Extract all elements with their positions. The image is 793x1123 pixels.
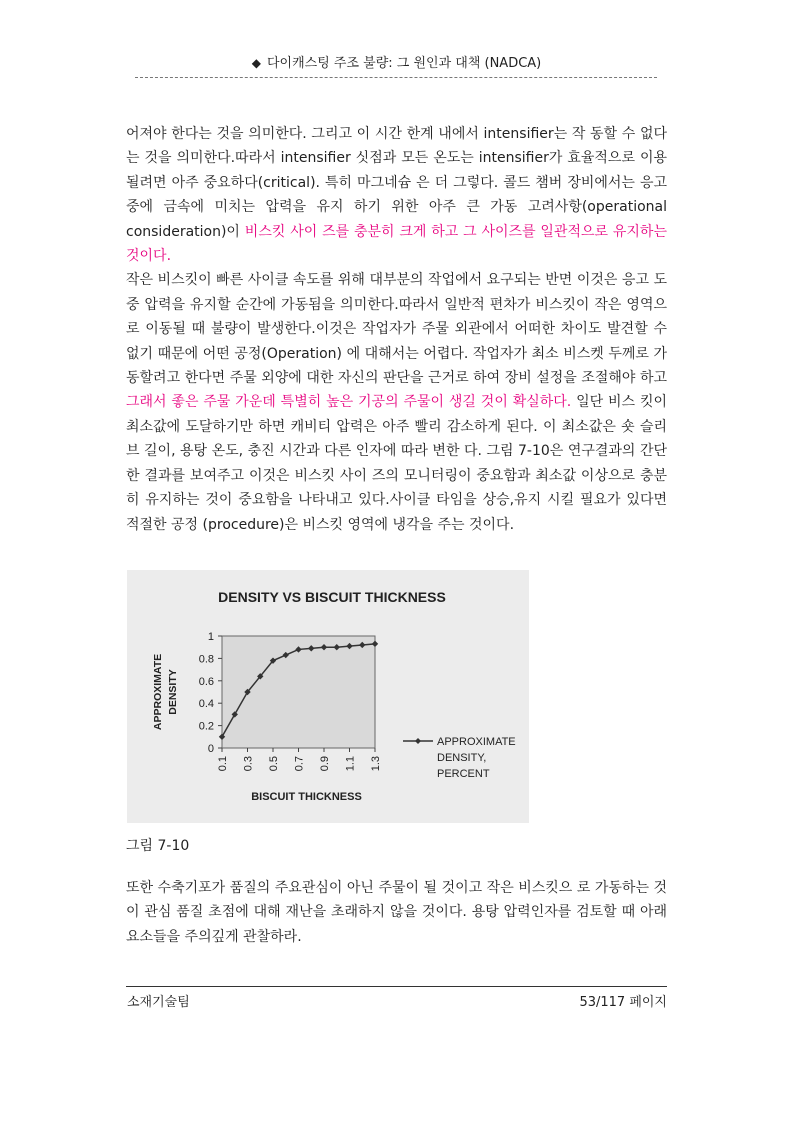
- footer-page-number: 53/117 페이지: [579, 995, 667, 1010]
- y-tick-label: 0.8: [198, 653, 214, 666]
- plot-area: [152, 631, 516, 803]
- x-tick-label: 0.7: [293, 756, 306, 772]
- x-tick-label: 1.3: [370, 756, 382, 772]
- legend-label: PERCENT: [437, 768, 490, 780]
- paragraph-2-text-a: 작은 비스킷이 빠른 사이클 속도를 위해 대부분의 작업에서 요구되는 반면 이것은 응고 도중 압력을 유지할 순간에 가동됨을 의미한다.따라서 일반적 편차가 비스킷이 작은 영역으로 이동될 때 불량이 발생한다.이것은 작업자가 주물 외관에서 어떠한 차이도 발견할 수 없기 때문에 어떤 공정(Operation) 에 대해서는 어렵다. 작업자가 최소 비스켓 두께로 가동할려고 한다면 주물 외양에 대한 자신의 판단을 근거로 하여 장비 설정을 조절해야 하고: [126, 272, 667, 387]
- paragraph-3: 또한 수축기포가 품질의 주요관심이 아닌 주물이 될 것이고 작은 비스킷으 로 가동하는 것이 관심 품질 초점에 대해 재난을 초래하지 않을 것이다. 용탕 압력인자를 검토할 때 아래 요소들을 주의깊게 관찰하라.: [126, 880, 667, 945]
- highlight-text-2: 그래서 좋은 주물 가운데 특별히 높은 기공의 주물이 생길 것이 확실하다.: [126, 394, 572, 411]
- footer-divider: [126, 986, 667, 987]
- chart-title: DENSITY VS BISCUIT THICKNESS: [218, 589, 446, 605]
- density-chart: [127, 570, 529, 823]
- diamond-bullet-icon: ◆: [251, 56, 261, 70]
- x-tick-label: 0.9: [319, 756, 331, 772]
- footer-team: 소재기술팀: [127, 995, 190, 1010]
- header-divider: [135, 77, 657, 78]
- legend-label: DENSITY,: [437, 752, 487, 764]
- page-header: [0, 52, 793, 71]
- x-tick-label: 0.3: [242, 756, 255, 772]
- y-tick-label: 0.2: [198, 720, 214, 733]
- y-tick-label: 0.6: [198, 675, 214, 688]
- paragraph-2: [126, 268, 667, 536]
- y-axis-label: DENSITY: [167, 669, 179, 715]
- paragraph-2-text-b: 일단 비스 킷이 최소값에 도달하기만 하면 캐비티 압력은 아주 빨리 감소하게 된다. 이 최소값은 숏 슬리브 길이, 용탕 온도, 충진 시간과 다른 인자에 따라 변한 다. 그림 7-10은 연구결과의 간단한 결과를 보여주고 이것은 비스킷 사이 즈의 모니터링이 중요함과 최소값 이상으로 충분히 유지하는 것이 중요함을 나타내고 있다.사이클 타임을 상승,유지 시킬 필요가 있다면 적절한 공정 (procedure)은 비스킷 영역에 냉각을 주는 것이다.: [126, 394, 667, 533]
- body-paragraphs: [126, 122, 667, 537]
- paragraph-1-text: 어져야 한다는 것을 의미한다. 그리고 이 시간 한계 내에서 intensifier는 작 동할 수 없다는 것을 의미한다.따라서 intensifier 싯점과 모든 온도는 intensifier가 효율적으로 이용될려면 아주 중요하다(critical). 특히 마그네슘 은 더 그렇다. 콜드 챔버 장비에서는 응고 중에 금속에 미치는 압력을 유지 하기 위한 아주 큰 가동 고려사항(operational consideration)이: [126, 126, 667, 240]
- header-title: 다이캐스팅 주조 불량: 그 원인과 대책 (NADCA): [266, 56, 542, 71]
- paragraph-1: [126, 122, 667, 268]
- density-chart-figure: [127, 570, 529, 823]
- highlight-text-1: 비스킷 사이 즈를 충분히 크게 하고 그 사이즈를 일관적으로 유지하는 것이다.: [126, 223, 667, 265]
- x-tick-label: 0.5: [268, 756, 280, 772]
- figure-caption: 그림 7-10: [126, 838, 190, 854]
- y-tick-label: 0: [207, 743, 214, 755]
- legend-label: APPROXIMATE: [437, 736, 516, 748]
- y-axis-label: APPROXIMATE: [152, 653, 164, 731]
- x-tick-label: 0.1: [217, 756, 229, 772]
- y-tick-label: 0.4: [198, 698, 214, 711]
- x-tick-label: 1.1: [344, 756, 357, 772]
- legend-marker: [415, 738, 421, 744]
- y-tick-label: 1: [207, 631, 214, 643]
- body-paragraphs-2: [126, 876, 667, 949]
- x-axis-label: BISCUIT THICKNESS: [251, 791, 362, 803]
